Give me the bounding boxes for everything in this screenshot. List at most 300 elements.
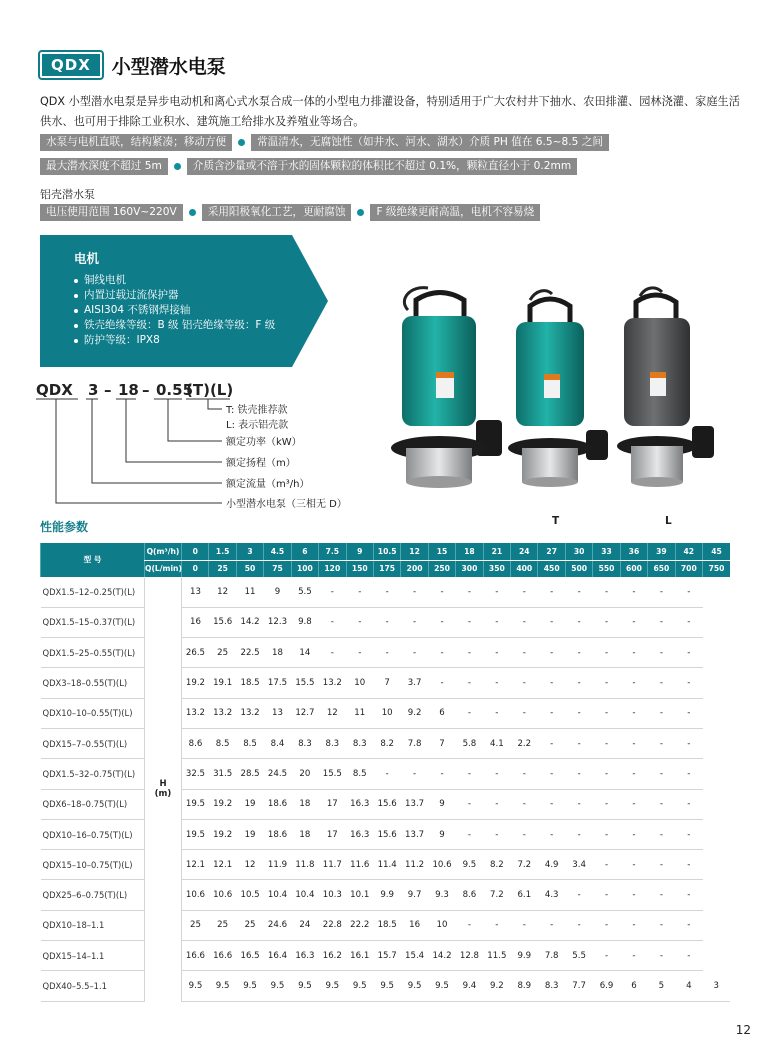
head-value-cell: 18 (291, 789, 318, 819)
head-value-cell: 12.7 (291, 698, 318, 728)
head-value-cell: 9.7 (401, 880, 428, 910)
head-value-cell: 28.5 (236, 759, 263, 789)
head-value-cell: - (483, 668, 510, 698)
head-value-cell: 8.6 (182, 728, 209, 758)
head-value-cell: - (538, 668, 565, 698)
q-m3h-cell: 27 (538, 543, 565, 560)
q-m3h-cell: 36 (620, 543, 647, 560)
head-value-cell: 8.6 (456, 880, 483, 910)
pump-illustration (380, 280, 750, 520)
head-value-cell: - (675, 577, 702, 607)
head-value-cell: 13.7 (401, 819, 428, 849)
code-part-series: QDX (36, 381, 73, 399)
q-m3h-cell: 9 (346, 543, 373, 560)
head-value-cell: - (565, 698, 592, 728)
qdx-badge-text: QDX (42, 54, 100, 76)
head-value-cell: 24.6 (264, 910, 291, 940)
q-m3h-cell: 12 (401, 543, 428, 560)
head-value-cell: 16.2 (319, 941, 346, 971)
q-lmin-cell: 100 (291, 560, 318, 577)
head-value-cell: - (565, 789, 592, 819)
q-m3h-cell: 1.5 (209, 543, 236, 560)
q-m3h-cell: 10.5 (373, 543, 400, 560)
q-lmin-cell: 175 (373, 560, 400, 577)
head-value-cell: - (428, 668, 455, 698)
q-lmin-cell: 250 (428, 560, 455, 577)
head-value-cell: 16.4 (264, 941, 291, 971)
head-value-cell: 18 (264, 638, 291, 668)
q-m3h-cell: 4.5 (264, 543, 291, 560)
code-part-dash: – (104, 381, 112, 399)
pump-label-t: T (552, 515, 560, 527)
table-row (41, 759, 731, 789)
feature-tag: 电压使用范围 160V~220V (40, 204, 183, 221)
head-value-cell: 13.2 (236, 698, 263, 728)
head-unit: (m) (154, 789, 172, 800)
head-value-cell: 25 (209, 910, 236, 940)
q-lmin-cell: 700 (675, 560, 702, 577)
head-value-cell: - (483, 789, 510, 819)
head-value-cell: - (648, 607, 675, 637)
head-value-cell: - (620, 668, 647, 698)
feature-row-1 (40, 134, 609, 151)
head-value-cell: 8.5 (346, 759, 373, 789)
head-value-cell: 9.9 (511, 941, 538, 971)
head-value-cell: 6.9 (593, 971, 620, 1001)
header-row-q-m3h (41, 543, 731, 560)
table-row (41, 698, 731, 728)
head-value-cell: 9 (428, 819, 455, 849)
model-cell: QDX1.5–15–0.37(T)(L) (41, 607, 145, 637)
code-part-flow: 3 (88, 381, 99, 399)
head-value-cell: - (401, 638, 428, 668)
head-value-cell: 15.6 (209, 607, 236, 637)
feature-tag: 介质含沙量或不溶于水的固体颗粒的体积比不超过 0.1%，颗粒直径小于 0.2mm (187, 158, 577, 175)
head-value-cell: - (565, 728, 592, 758)
motor-spec-panel (40, 235, 328, 367)
q-m3h-cell: 6 (291, 543, 318, 560)
motor-item-text: 防护等级：IPX8 (84, 334, 160, 346)
head-value-cell: 16.6 (209, 941, 236, 971)
head-value-cell: 22.2 (346, 910, 373, 940)
head-value-cell: - (538, 728, 565, 758)
head-value-cell: - (648, 728, 675, 758)
head-value-cell: - (565, 880, 592, 910)
header-row-q-lmin (41, 560, 731, 577)
q-lmin-cell: 500 (565, 560, 592, 577)
head-value-cell: - (565, 819, 592, 849)
feature-row-3 (40, 204, 540, 221)
head-value-cell: - (648, 638, 675, 668)
head-value-cell: - (620, 638, 647, 668)
head-value-cell: 24.5 (264, 759, 291, 789)
model-cell: QDX10–18–1.1 (41, 910, 145, 940)
head-value-cell: 19.2 (209, 789, 236, 819)
motor-item (74, 318, 275, 333)
head-value-cell: 19 (236, 819, 263, 849)
head-value-cell: 9.5 (373, 971, 400, 1001)
head-value-cell: 11.8 (291, 850, 318, 880)
head-value-cell: 12.1 (182, 850, 209, 880)
bullet-icon (74, 324, 78, 328)
head-value-cell: 8.3 (538, 971, 565, 1001)
head-value-cell: - (346, 638, 373, 668)
model-cell: QDX6–18–0.75(T)(L) (41, 789, 145, 819)
head-value-cell: - (428, 577, 455, 607)
head-value-cell: - (511, 607, 538, 637)
model-cell: QDX1.5–12–0.25(T)(L) (41, 577, 145, 607)
head-value-cell: - (620, 759, 647, 789)
model-cell: QDX3–18–0.55(T)(L) (41, 668, 145, 698)
bullet-icon (74, 339, 78, 343)
head-value-cell: 18.5 (236, 668, 263, 698)
head-value-cell: 10.5 (236, 880, 263, 910)
legend-text: 额定扬程（m） (226, 458, 296, 469)
bullet-icon (74, 309, 78, 313)
head-value-cell: 13.7 (401, 789, 428, 819)
head-value-cell: - (456, 759, 483, 789)
head-value-cell: - (483, 607, 510, 637)
head-value-cell: 11 (346, 698, 373, 728)
head-value-cell: 15.7 (373, 941, 400, 971)
head-value-cell: 4.3 (538, 880, 565, 910)
head-value-cell: - (620, 941, 647, 971)
feature-tag: 采用阳极氧化工艺，更耐腐蚀 (202, 204, 352, 221)
model-cell: QDX1.5–25–0.55(T)(L) (41, 638, 145, 668)
bullet-icon (357, 209, 364, 216)
head-value-cell: 9.5 (182, 971, 209, 1001)
head-value-cell: 11 (236, 577, 263, 607)
head-value-cell: - (511, 638, 538, 668)
head-value-cell: 10 (428, 910, 455, 940)
head-value-cell: 14.2 (236, 607, 263, 637)
q-m3h-cell: 24 (511, 543, 538, 560)
head-value-cell: - (511, 819, 538, 849)
head-value-cell: - (456, 789, 483, 819)
head-value-cell: 15.6 (373, 789, 400, 819)
head-value-cell: 5 (648, 971, 675, 1001)
head-value-cell: - (511, 789, 538, 819)
head-value-cell: 22.8 (319, 910, 346, 940)
head-value-cell: - (401, 607, 428, 637)
motor-item-text: 铁壳绝缘等级：B 级 铝壳绝缘等级：F 级 (84, 319, 276, 331)
head-value-cell: 10.6 (209, 880, 236, 910)
head-value-cell: - (401, 759, 428, 789)
pump-1 (391, 288, 502, 488)
head-value-cell: - (319, 638, 346, 668)
head-value-cell: - (511, 577, 538, 607)
q-lmin-cell: 600 (620, 560, 647, 577)
head-value-cell: 26.5 (182, 638, 209, 668)
legend-text: 额定功率（kW） (226, 437, 302, 448)
head-value-cell: - (675, 668, 702, 698)
head-value-cell: 16.3 (346, 819, 373, 849)
head-value-cell: 3.7 (401, 668, 428, 698)
head-value-cell: - (538, 577, 565, 607)
legend-text: 小型潜水电泵（三相无 D） (226, 499, 347, 510)
head-value-cell: 12.1 (209, 850, 236, 880)
head-value-cell: 10.4 (264, 880, 291, 910)
head-value-cell: 14.2 (428, 941, 455, 971)
qdx-badge (38, 50, 104, 80)
bullet-icon (74, 279, 78, 283)
table-row (41, 638, 731, 668)
head-value-cell: - (620, 607, 647, 637)
head-value-cell: 16.5 (236, 941, 263, 971)
motor-item-text: AISI304 不锈钢焊接轴 (84, 304, 191, 316)
head-value-cell: 12 (236, 850, 263, 880)
head-value-cell: - (428, 607, 455, 637)
q-lmin-cell: 200 (401, 560, 428, 577)
pump-2 (508, 291, 608, 487)
head-value-cell: 9.5 (346, 971, 373, 1001)
head-value-cell: - (565, 638, 592, 668)
head-value-cell: 9.5 (264, 971, 291, 1001)
head-value-cell: 9.5 (428, 971, 455, 1001)
head-value-cell: 9.4 (456, 971, 483, 1001)
legend-text: 额定流量（m³/h） (226, 479, 310, 490)
feature-tag: F 级绝缘更耐高温，电机不容易烧 (370, 204, 540, 221)
head-value-cell: 9.5 (456, 850, 483, 880)
intro-paragraph: QDX 小型潜水电泵是异步电动机和离心式水泵合成一体的小型电力排灌设备，特别适用于广大农村井下抽水、农田排灌、园林浇灌、家庭生活供水、也可用于排除工业积水、建筑施工给排水及养殖业等场合。 (40, 95, 740, 128)
head-value-cell: - (346, 577, 373, 607)
head-value-cell: - (593, 880, 620, 910)
head-value-cell: 8.9 (511, 971, 538, 1001)
type-header: 型 号 (41, 543, 145, 577)
head-value-cell: 31.5 (209, 759, 236, 789)
head-value-cell: 15.4 (401, 941, 428, 971)
q-m3h-cell: 15 (428, 543, 455, 560)
head-value-cell: - (593, 941, 620, 971)
head-value-cell: 11.5 (483, 941, 510, 971)
q-m3h-cell: 45 (703, 543, 730, 560)
head-value-cell: 24 (291, 910, 318, 940)
head-value-cell: 8.5 (209, 728, 236, 758)
head-value-cell: - (483, 819, 510, 849)
head-value-cell: - (593, 668, 620, 698)
head-value-cell: 7.8 (401, 728, 428, 758)
motor-item-text: 铜线电机 (84, 274, 126, 286)
head-value-cell: - (648, 668, 675, 698)
head-value-cell: 10 (373, 698, 400, 728)
table-row (41, 880, 731, 910)
head-value-cell: 19.1 (209, 668, 236, 698)
head-value-cell: - (538, 698, 565, 728)
head-value-cell: - (593, 789, 620, 819)
head-value-cell: 12.3 (264, 607, 291, 637)
q-lmin-cell: 120 (319, 560, 346, 577)
table-row (41, 789, 731, 819)
head-value-cell: - (538, 789, 565, 819)
head-value-cell: 9.5 (401, 971, 428, 1001)
feature-tag: 常温清水，无腐蚀性（如井水、河水、湖水）介质 PH 值在 6.5~8.5 之间 (251, 134, 609, 151)
model-cell: QDX10–10–0.55(T)(L) (41, 698, 145, 728)
head-value-cell: 16.1 (346, 941, 373, 971)
head-value-cell: 10.6 (182, 880, 209, 910)
q-m3h-cell: 21 (483, 543, 510, 560)
page-header (38, 50, 226, 80)
model-code-diagram (36, 375, 366, 515)
head-value-cell: 10.6 (428, 850, 455, 880)
page-number: 12 (735, 1023, 751, 1037)
head-value-cell: - (648, 880, 675, 910)
head-value-cell: - (593, 850, 620, 880)
head-value-cell: 32.5 (182, 759, 209, 789)
aluminum-pump-label: 铝壳潜水泵 (40, 188, 95, 201)
head-value-cell: 9.3 (428, 880, 455, 910)
head-value-cell: 12.8 (456, 941, 483, 971)
head-value-cell: 7.8 (538, 941, 565, 971)
model-cell: QDX10–16–0.75(T)(L) (41, 819, 145, 849)
q-m3h-cell: 7.5 (319, 543, 346, 560)
table-row (41, 819, 731, 849)
model-cell: QDX40–5.5–1.1 (41, 971, 145, 1001)
head-value-cell: 19 (236, 789, 263, 819)
head-value-cell: - (648, 910, 675, 940)
head-value-cell: - (675, 698, 702, 728)
head-value-cell: - (593, 577, 620, 607)
motor-item (74, 273, 275, 288)
head-value-cell: - (538, 638, 565, 668)
table-row (41, 910, 731, 940)
head-value-cell: - (648, 577, 675, 607)
head-value-cell: - (620, 850, 647, 880)
head-value-cell: 18.6 (264, 789, 291, 819)
q-lmin-cell: 750 (703, 560, 730, 577)
head-value-cell: - (511, 668, 538, 698)
head-value-cell: - (620, 577, 647, 607)
head-value-cell: 7.2 (483, 880, 510, 910)
head-value-cell: - (346, 607, 373, 637)
head-value-cell: 8.2 (373, 728, 400, 758)
head-value-cell: 11.7 (319, 850, 346, 880)
head-value-cell: - (593, 698, 620, 728)
head-value-cell: 8.3 (291, 728, 318, 758)
head-value-cell: 16.3 (291, 941, 318, 971)
head-value-cell: 10 (346, 668, 373, 698)
head-value-cell: - (675, 789, 702, 819)
head-value-cell: - (648, 698, 675, 728)
head-value-cell: 17 (319, 819, 346, 849)
head-value-cell: - (675, 759, 702, 789)
head-value-cell: 6.1 (511, 880, 538, 910)
head-value-cell: 19.2 (209, 819, 236, 849)
head-value-cell: - (483, 759, 510, 789)
model-cell: QDX15–10–0.75(T)(L) (41, 850, 145, 880)
page-title: 小型潜水电泵 (111, 55, 226, 78)
model-cell: QDX15–7–0.55(T)(L) (41, 728, 145, 758)
head-value-cell: 18.6 (264, 819, 291, 849)
head-value-cell: - (565, 607, 592, 637)
head-value-cell: 20 (291, 759, 318, 789)
head-value-cell: - (565, 577, 592, 607)
table-row (41, 941, 731, 971)
performance-table (40, 543, 730, 1002)
head-value-cell: - (456, 910, 483, 940)
feature-tag: 水泵与电机直联，结构紧凑；移动方便 (40, 134, 232, 151)
head-value-cell: 9 (428, 789, 455, 819)
head-value-cell: 17 (319, 789, 346, 819)
head-value-cell: - (675, 819, 702, 849)
head-value-cell: - (620, 880, 647, 910)
feature-row-2 (40, 158, 577, 175)
head-value-cell: - (593, 638, 620, 668)
head-value-cell: 6 (428, 698, 455, 728)
head-value-cell: - (373, 577, 400, 607)
head-value-cell: - (565, 668, 592, 698)
code-part-suffix: (T)(L) (186, 381, 234, 399)
head-value-cell: 9.2 (483, 971, 510, 1001)
head-value-cell: 9.9 (373, 880, 400, 910)
head-value-cell: 10.3 (319, 880, 346, 910)
head-value-cell: - (538, 607, 565, 637)
head-value-cell: - (620, 698, 647, 728)
code-part-head: 18 (118, 381, 139, 399)
head-value-cell: 6 (620, 971, 647, 1001)
head-value-cell: 2.2 (511, 728, 538, 758)
performance-title: 性能参数 (40, 520, 89, 534)
head-value-cell: - (675, 941, 702, 971)
head-value-cell: 16.6 (182, 941, 209, 971)
pump-images (380, 280, 750, 527)
motor-title: 电机 (74, 251, 100, 266)
head-value-cell: - (456, 577, 483, 607)
head-value-cell: - (593, 819, 620, 849)
head-value-cell: 11.2 (401, 850, 428, 880)
feature-tag: 最大潜水深度不超过 5m (40, 158, 168, 175)
q-lmin-cell: 400 (511, 560, 538, 577)
head-value-cell: 5.5 (565, 941, 592, 971)
head-value-cell: - (675, 728, 702, 758)
code-part-dash: – (142, 381, 150, 399)
head-value-cell: 9 (264, 577, 291, 607)
head-value-cell: - (675, 607, 702, 637)
head-value-cell: - (319, 607, 346, 637)
head-value-cell: 13.2 (182, 698, 209, 728)
motor-item (74, 303, 275, 318)
head-value-cell: - (620, 728, 647, 758)
table-row (41, 971, 731, 1001)
head-value-cell: 13.2 (209, 698, 236, 728)
head-value-cell: 25 (182, 910, 209, 940)
head-value-cell: 13.2 (319, 668, 346, 698)
model-cell: QDX15–14–1.1 (41, 941, 145, 971)
pump-3 (617, 288, 714, 487)
head-value-cell: 13 (264, 698, 291, 728)
head-value-cell: 8.2 (483, 850, 510, 880)
q-m3h-cell: 0 (182, 543, 209, 560)
head-value-cell: - (593, 728, 620, 758)
head-value-cell: - (593, 910, 620, 940)
head-value-cell: 16.3 (346, 789, 373, 819)
head-value-cell: 19.5 (182, 819, 209, 849)
q-lmin-cell: 450 (538, 560, 565, 577)
head-value-cell: - (319, 577, 346, 607)
head-value-cell: 15.6 (373, 819, 400, 849)
q-lmin-cell: 75 (264, 560, 291, 577)
head-value-cell: - (483, 577, 510, 607)
pump-label-l: L (665, 515, 672, 527)
head-value-cell: 3.4 (565, 850, 592, 880)
q-lmin-cell: 650 (648, 560, 675, 577)
head-value-cell: - (648, 850, 675, 880)
q-m3h-cell: 33 (593, 543, 620, 560)
head-value-cell: - (538, 910, 565, 940)
q-lmin-cell: 0 (182, 560, 209, 577)
head-value-cell: 11.6 (346, 850, 373, 880)
head-value-cell: 15.5 (319, 759, 346, 789)
legend-text: T: 铁壳推荐款 (226, 405, 288, 416)
